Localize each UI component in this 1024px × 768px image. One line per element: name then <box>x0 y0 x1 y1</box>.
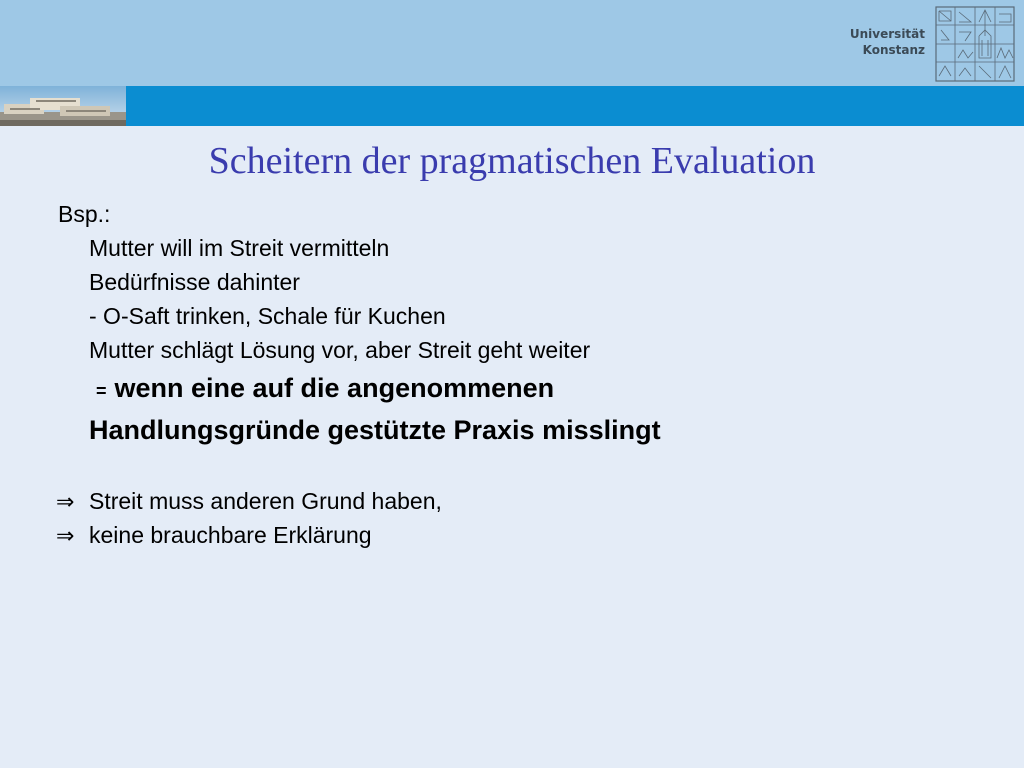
header-band <box>0 86 1024 126</box>
example-label: Bsp.: <box>58 201 111 227</box>
university-name-line2: Konstanz <box>862 43 925 57</box>
emphasis-line-2: Handlungsgründe gestützte Praxis misslingt <box>89 415 661 445</box>
implies-arrow-icon: ⇒ <box>56 490 75 515</box>
body-line-3: - O-Saft trinken, Schale für Kuchen <box>89 303 446 329</box>
conclusion-1 <box>56 487 442 517</box>
emphasis-line-1 <box>96 372 554 407</box>
conclusion-text-1: Streit muss anderen Grund haben, <box>89 488 442 514</box>
equals-sign: = <box>96 381 107 401</box>
university-name <box>850 26 925 58</box>
slide-title: Scheitern der pragmatischen Evaluation <box>208 140 816 182</box>
emphasis-text-1: wenn eine auf die angenommenen <box>114 373 555 403</box>
university-name-line1: Universität <box>849 27 925 41</box>
conclusion-2 <box>56 521 372 551</box>
body-line-2: Bedürfnisse dahinter <box>89 269 300 295</box>
campus-building-photo <box>0 86 126 126</box>
university-logo-icon <box>935 6 1015 82</box>
body-line-1: Mutter will im Streit vermitteln <box>89 235 390 261</box>
body-line-4: Mutter schlägt Lösung vor, aber Streit geht weiter <box>89 337 591 363</box>
implies-arrow-icon: ⇒ <box>56 524 75 549</box>
conclusion-text-2: keine brauchbare Erklärung <box>89 522 372 548</box>
